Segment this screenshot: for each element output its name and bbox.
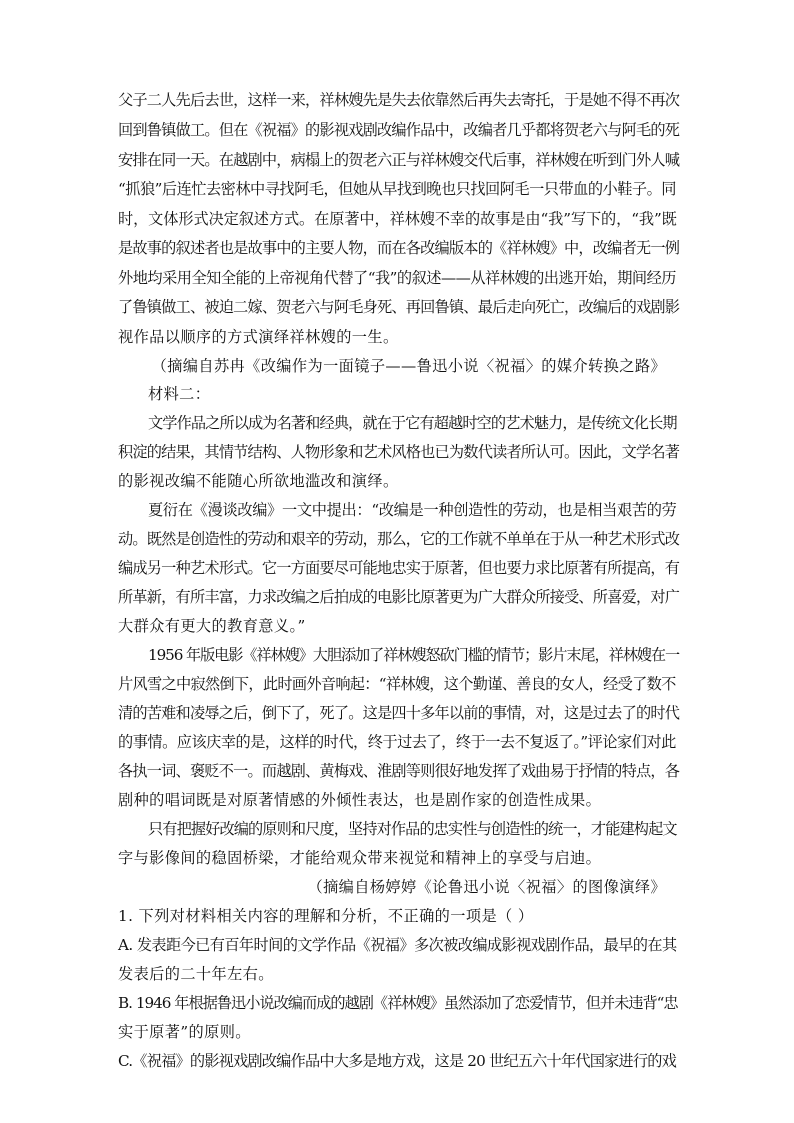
text-line: 夏衍在《漫谈改编》一文中提出：“改编是一种创造性的劳动，也是相当艰苦的劳 <box>148 501 677 519</box>
text-line: 了鲁镇做工、被迫二嫁、贺老六与阿毛身死、再回鲁镇、最后走向死亡，改编后的戏剧影 <box>118 298 680 316</box>
text-line: 是故事的叙述者也是故事中的主要人物，而在各改编版本的《祥林嫂》中，改编者无一例 <box>118 239 680 257</box>
text-line: 安排在同一天。在越剧中，病榻上的贺老六正与祥林嫂交代后事，祥林嫂在听到门外人喊 <box>118 151 680 169</box>
text-line: 大群众有更大的教育意义。” <box>118 617 306 635</box>
text-line: 动。既然是创造性的劳动和艰辛的劳动，那么，它的工作就不单单在于从一种艺术形式改 <box>118 530 680 548</box>
option-b-continued: 实于原著”的原则。 <box>118 1023 251 1041</box>
text-line: 只有把握好改编的原则和尺度，坚持对作品的忠实性与创造性的统一，才能建构起文 <box>148 820 677 838</box>
section-label: 材料二： <box>148 385 211 403</box>
text-line: 各执一词、褒贬不一。而越剧、黄梅戏、淮剧等则很好地发挥了戏曲易于抒情的特点，各 <box>118 762 680 780</box>
text-line: 父子二人先后去世，这样一来，祥林嫂先是失去依靠然后再失去寄托，于是她不得不再次 <box>118 91 680 109</box>
text-line: 片风雪之中寂然倒下，此时画外音响起：“祥林嫂，这个勤谨、善良的女人，经受了数不 <box>118 675 676 693</box>
text-line: 的事情。应该庆幸的是，这样的时代，终于过去了，终于一去不复返了。”评论家们对此 <box>118 733 676 751</box>
text-line: 积淀的结果，其情节结构、人物形象和艺术风格也已为数代读者所认可。因此，文学名著 <box>118 443 680 461</box>
text-line: 1956 年版电影《祥林嫂》大胆添加了祥林嫂怒砍门槛的情节；影片末尾，祥林嫂在一 <box>148 646 680 664</box>
text-line: 编成另一种艺术形式。它一方面要尽可能地忠实于原著，但也要力求比原著有所提高，有 <box>118 559 680 577</box>
question-stem: 1. 下列对材料相关内容的理解和分析，不正确的一项是（ ） <box>118 907 534 925</box>
text-line: 字与影像间的稳固桥梁，才能给观众带来视觉和精神上的享受与启迪。 <box>118 849 602 867</box>
option-a-continued: 发表后的二十年左右。 <box>118 965 274 983</box>
option-a: A. 发表距今已有百年时间的文学作品《祝福》多次被改编成影视戏剧作品，最早的在其 <box>118 936 677 954</box>
text-line: “抓狼”后连忙去密林中寻找阿毛，但她从早找到晚也只找回阿毛一只带血的小鞋子。同 <box>118 180 676 198</box>
text-line: 的影视改编不能随心所欲地滥改和演绎。 <box>118 472 399 490</box>
option-c: C.《祝福》的影视戏剧改编作品中大多是地方戏，这是 20 世纪五六十年代国家进行的戏 <box>118 1052 677 1070</box>
text-line: 外地均采用全知全能的上帝视角代替了“我”的叙述——从祥林嫂的出逃开始，期间经历 <box>118 269 676 287</box>
text-line: 视作品以顺序的方式演绎祥林嫂的一生。 <box>118 328 399 346</box>
text-line: 剧种的唱词既是对原著情感的外倾性表达，也是剧作家的创造性成果。 <box>118 791 602 809</box>
text-line: 文学作品之所以成为名著和经典，就在于它有超越时空的艺术魅力，是传统文化长期 <box>148 414 677 432</box>
source-citation: （摘编自杨婷婷《论鲁迅小说〈祝福〉的图像演绎》 <box>307 878 666 896</box>
text-line: 所革新，有所丰富，力求改编之后拍成的电影比原著更为广大群众所接受、所喜爱，对广 <box>118 588 680 606</box>
text-line: 清的苦难和凌辱之后，倒下了，死了。这是四十多年以前的事情，对，这是过去了的时代 <box>118 704 680 722</box>
option-b: B. 1946 年根据鲁迅小说改编而成的越剧《祥林嫂》虽然添加了恋爱情节，但并未违背“忠 <box>118 994 678 1012</box>
text-line: 时，文体形式决定叙述方式。在原著中，祥林嫂不幸的故事是由“我”写下的，“我”既 <box>118 210 677 228</box>
text-line: 回到鲁镇做工。但在《祝福》的影视戏剧改编作品中，改编者几乎都将贺老六与阿毛的死 <box>118 121 680 139</box>
source-citation: （摘编自苏冉《改编作为一面镜子——鲁迅小说〈祝福〉的媒介转换之路》 <box>151 357 666 375</box>
